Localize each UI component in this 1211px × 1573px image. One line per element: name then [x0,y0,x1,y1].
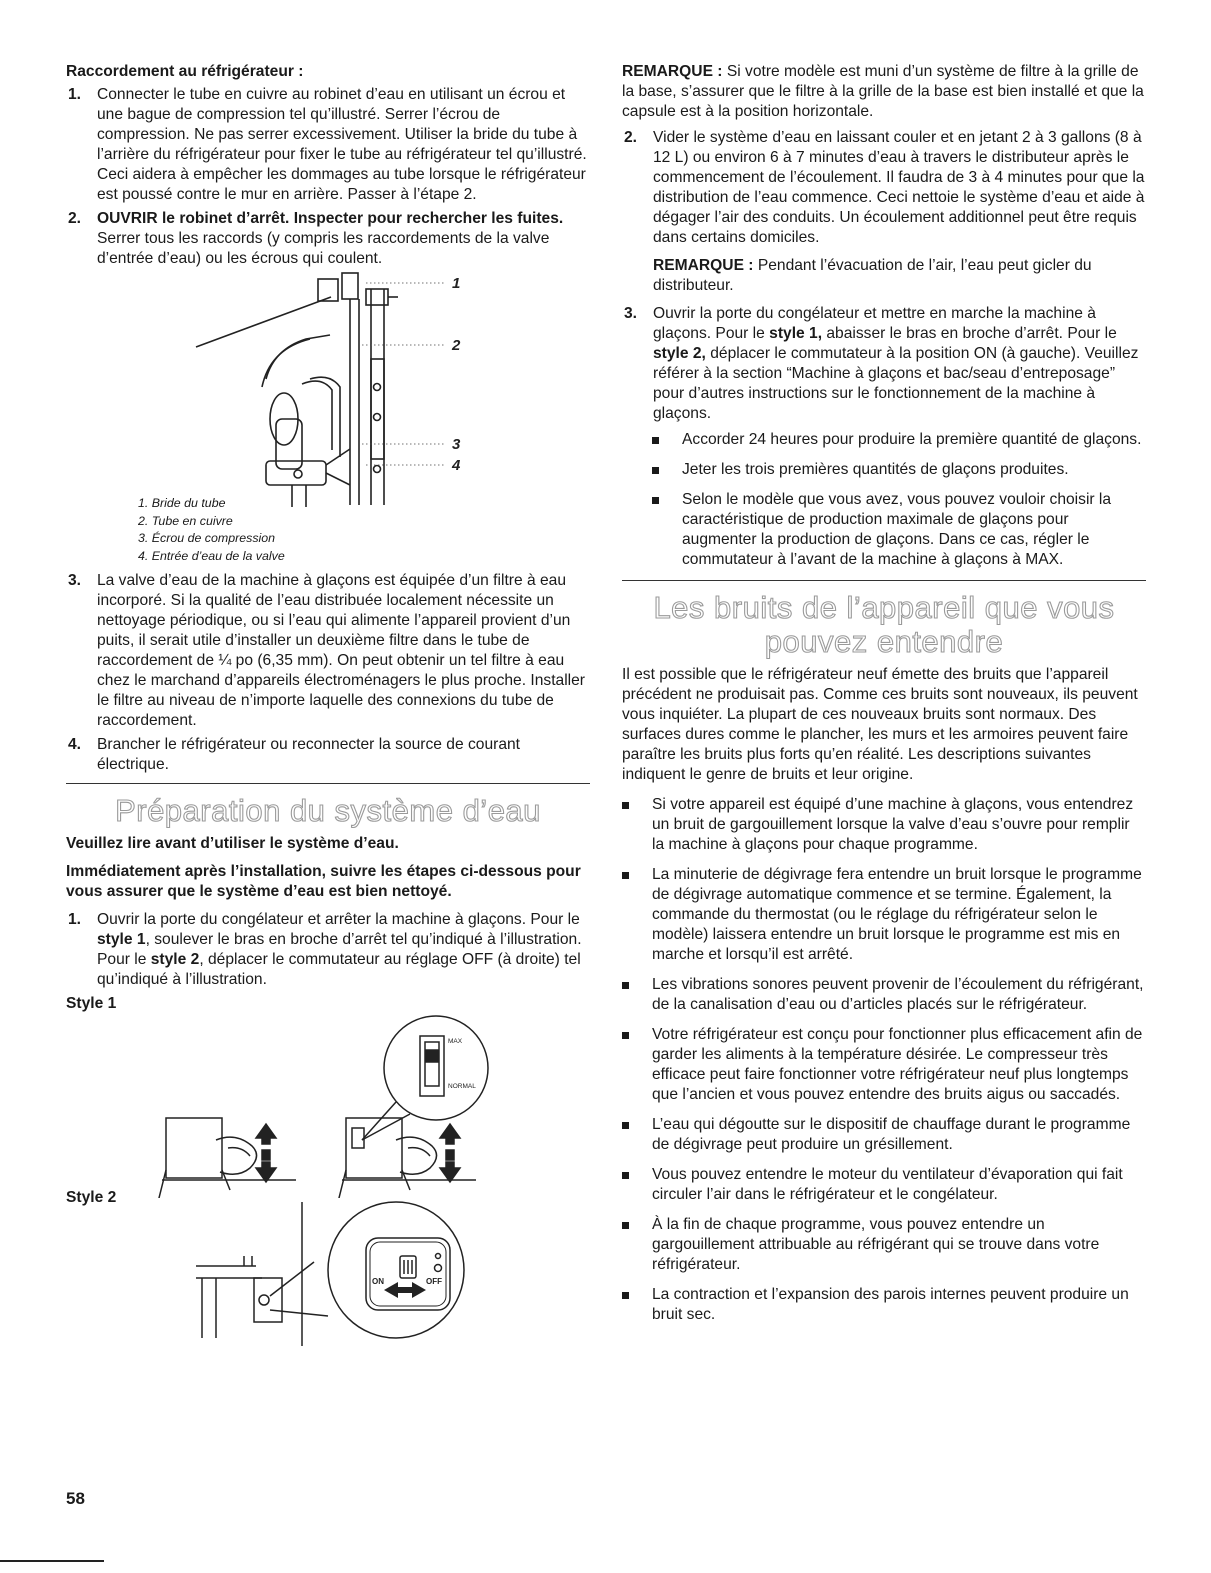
callout-4: 4 [452,457,461,474]
style-1-ref: style 1 [97,931,146,948]
caption-4: 4. Entrée d’eau de la valve [138,548,285,563]
remarque-text: Pendant l’évacuation de l’air, l’eau peut gicler du distributeur. [653,257,1092,294]
remarque-2 [653,256,1146,296]
list-item-text: La contraction et l’expansion des parois internes peuvent produire un bruit sec. [652,1286,1129,1323]
style-2-ref: style 2 [150,951,200,968]
list-item-text: Votre réfrigérateur est conçu pour fonctionner plus efficacement afin de garder les aliments à la température désirée. Le compresseur très efficace peut faire fonctionner votre réfrigérateur neuf plus longtemps que l’ancien et vous pouvez entendre des bruits aigus ou saccadés. [652,1026,1143,1103]
heading-refrigerator-connection: Raccordement au réfrigérateur : [66,63,304,80]
caption-1: 1. Bride du tube [138,496,226,510]
switch-off-label: OFF [426,1277,442,1286]
section-divider [622,580,1146,581]
section-divider [66,783,590,784]
callout-3: 3 [452,436,461,453]
list-item-text: Si votre appareil est équipé d’une machine à glaçons, vous entendrez un bruit de gargouillement lorsque la valve d’eau s’ouvre pour remplir la machine à glaçons pour chaque programme. [652,796,1134,853]
list-item [622,430,1146,450]
step-text: Vider le système d’eau en laissant couler et en jetant 2 à 3 gallons (8 à 12 L) ou environ 6 à 7 minutes d’eau à travers le distributeur après le commencement de l’écoulement. Il faudra de 3 à 4 minutes pour que la distribution de l’eau commence. Ceci nettoie le système d’eau et aide à dégager l’air des conduits. Un écoulement additionnel peut être requis dans certains domiciles. [653,129,1145,246]
caption-3: 3. Écrou de compression [138,531,276,545]
list-item-text: Jeter les trois premières quantités de glaçons produites. [682,461,1069,478]
step-1 [66,85,590,205]
step-number: 3. [624,305,638,322]
switch-max-label: MAX [448,1038,463,1045]
list-item-text: Accorder 24 heures pour produire la première quantité de glaçons. [682,431,1142,448]
valve-illustration [66,269,590,513]
list-item [622,1025,1146,1105]
step-text-b: , soulever le bras en broche d’arrêt tel qu’indiqué à l’illustration. Pour le [97,931,582,968]
remarque-text: Si votre modèle est muni d’un système de filtre à la grille de la base, s’assurer que le filtre à la grille de la base est bien installé et que la capsule est à la position horizontale. [622,63,1144,120]
step-number: 2. [68,210,82,227]
step-text-c: déplacer le commutateur à la position ON (à gauche). Veuillez référer à la section “Machine à glaçons et bac/seau d’entreposage” pour d’autres instructions sur le fonctionnement de la machine à glaçons. [653,345,1139,422]
bullet-icon [652,467,659,474]
figure-captions [66,495,590,565]
immediately-after-notice: Immédiatement après l’installation, suivre les étapes ci-dessous pour vous assurer que le système d’eau est bien nettoyé. [66,863,581,900]
section-title-water-system: Préparation du système d’eau [115,793,541,828]
section-title-noises [622,591,1146,659]
page-number: 58 [66,1489,85,1508]
left-column [66,62,590,1350]
list-item-text: À la fin de chaque programme, vous pouvez entendre un gargouillement attribuable au réfrigérant qui se trouve dans votre réfrigérateur. [652,1216,1100,1273]
step-text: Brancher le réfrigérateur ou reconnecter la source de courant électrique. [97,736,520,773]
style-2-ref: style 2, [653,345,706,362]
right-column [622,62,1146,1335]
list-item-text: Les vibrations sonores peuvent provenir de l’écoulement du réfrigérant, de la canalisation d’eau ou d’articles placés sur le réfrigérateur. [652,976,1144,1013]
step-number: 1. [68,86,82,103]
bullet-icon [622,802,629,809]
remarque-label: REMARQUE : [622,63,723,80]
bullet-icon [652,437,659,444]
list-item [622,1215,1146,1275]
footer-rule [0,1560,104,1562]
switch-normal-label: NORMAL [448,1083,476,1090]
step-text: La valve d’eau de la machine à glaçons est équipée d’un filtre à eau incorporé. Si la qualité de l’eau distribuée localement nécessite un nettoyage périodique, ou si l’eau qui alimente l’appareil provient d’un puits, il serait utile d’installer un deuxième filtre dans le tube de raccordement de ¼ po (6,35 mm). On peut obtenir un tel filtre à eau chez le marchand d’appareils électroménagers le plus proche. Installer le filtre au niveau de n’importe laquelle des connexions du tube de raccordement. [97,572,585,729]
bullet-icon [622,872,629,879]
step-number: 1. [68,911,82,928]
remarque-1 [622,62,1146,122]
bullet-icon [622,1172,629,1179]
remarque-label: REMARQUE : [653,257,754,274]
flush-step-2 [622,128,1146,296]
step-number: 2. [624,129,638,146]
list-item-text: Vous pouvez entendre le moteur du ventilateur d’évaporation qui fait circuler l’air dans le réfrigérateur et le congélateur. [652,1166,1123,1203]
section-title-line-1: Les bruits de l’appareil que vous [653,590,1115,625]
style-1-illustration [66,1010,590,1198]
list-item [622,1285,1146,1325]
step-2 [66,209,590,269]
step-number: 3. [68,572,82,589]
step-text: Connecter le tube en cuivre au robinet d’eau en utilisant un écrou et une bague de compression tel qu’illustré. Serrer l’écrou de compression. Ne pas serrer excessivement. Utiliser la bride du tube à l’arrière du réfrigérateur pour fixer le tube au réfrigérateur tel qu’illustré. Ceci aidera à empêcher les dommages au tube lorsque le réfrigérateur est poussé contre le mur en arrière. Passer à l’étape 2. [97,86,587,203]
noise-bullets [622,795,1146,1325]
step-text-a: Ouvrir la porte du congélateur et mettre en marche la machine à glaçons. Pour le [653,305,1096,342]
step-number: 4. [68,736,82,753]
flush-step-3 [622,304,1146,424]
callout-1: 1 [452,275,461,292]
list-item [622,795,1146,855]
list-item [622,1165,1146,1205]
step-3 [66,571,590,731]
style-2-label: Style 2 [66,1189,117,1206]
list-item [622,490,1146,570]
bullet-icon [622,982,629,989]
style-1-ref: style 1, [769,325,823,342]
step-bold-text: OUVRIR le robinet d’arrêt. Inspecter pour rechercher les fuites. [97,210,564,227]
list-item-text: La minuterie de dégivrage fera entendre un bruit lorsque le programme de dégivrage automatique commence et se termine. Également, la commande du thermostat (ou le réglage du réfrigérateur selon le modèle) laissera entendre un bruit lorsque le programme est mis en marche et lorsqu’il est arrêté. [652,866,1142,963]
bullet-icon [622,1032,629,1039]
switch-on-label: ON [372,1277,384,1286]
icemaker-bullets [622,430,1146,570]
step-text-c: , déplacer le commutateur au réglage OFF (à droite) tel qu’indiqué à l’illustration. [97,951,581,988]
list-item [622,865,1146,965]
section-title-line-2: pouvez entendre [764,624,1004,659]
list-item-text: Selon le modèle que vous avez, vous pouvez vouloir choisir la caractéristique de production maximale de glaçons pour augmenter la production de glaçons. Dans ce cas, régler le commutateur à l’avant de la machine à glaçons à MAX. [682,491,1112,568]
prep-step-1 [66,910,590,990]
list-item [622,460,1146,480]
bullet-icon [622,1222,629,1229]
callout-2: 2 [452,337,461,354]
step-text-a: Ouvrir la porte du congélateur et arrêter la machine à glaçons. Pour le [97,911,580,928]
list-item-text: L’eau qui dégoutte sur le dispositif de chauffage durant le programme de dégivrage peut produire un grésillement. [652,1116,1131,1153]
caption-2: 2. Tube en cuivre [138,513,233,528]
bullet-icon [622,1292,629,1299]
style-2-illustration [66,1200,590,1350]
step-text: Serrer tous les raccords (y compris les raccordements de la valve d’entrée d’eau) ou les écrous qui coulent. [97,230,550,267]
list-item [622,975,1146,1015]
bullet-icon [622,1122,629,1129]
style-1-label: Style 1 [66,995,117,1012]
noises-intro: Il est possible que le réfrigérateur neuf émette des bruits que l’appareil précédent ne produisait pas. Comme ces bruits sont nouveaux, ils peuvent vous inquiéter. La plupart de ces nouveaux bruits sont normaux. Des surfaces dures comme le plancher, les murs et les armoires peuvent faire paraître les bruits plus forts qu’en réalité. Les descriptions suivantes indiquent le genre de bruits et leur origine. [622,666,1138,783]
list-item [622,1115,1146,1155]
step-text-b: abaisser le bras en broche d’arrêt. Pour le [822,325,1117,342]
read-before-notice: Veuillez lire avant d’utiliser le système d’eau. [66,835,399,852]
step-4 [66,735,590,775]
bullet-icon [652,497,659,504]
